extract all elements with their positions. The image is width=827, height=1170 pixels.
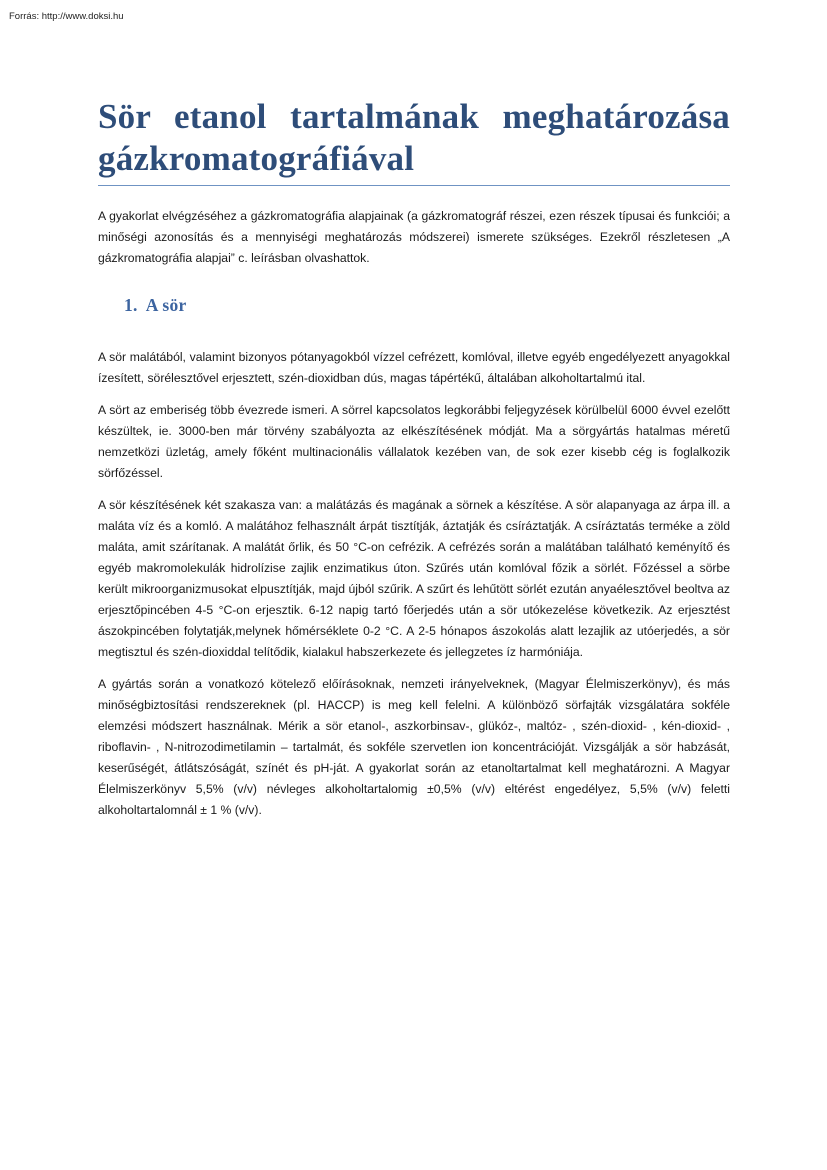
section-title: A sör	[145, 295, 187, 315]
section-number: 1.	[124, 295, 138, 315]
intro-paragraph: A gyakorlat elvégzéséhez a gázkromatográfia alapjainak (a gázkromatográf részei, ezen részek típusai és funkciói; a minőségi azonosítás és a mennyiségi meghatározás módszerei) ismerete szükséges. Ezekről részletesen „A gázkromatográfia alapjai” c. leírásban olvashattok.	[98, 209, 730, 265]
title-line-1: Sör etanol tartalmának meghatározása	[98, 97, 730, 136]
paragraph: A gyártás során a vonatkozó kötelező előírásoknak, nemzeti irányelveknek, (Magyar Élelmiszerkönyv), és más minőségbiztosítási rendszereknek (pl. HACCP) is meg kell felelni. A különböző sörfajták vizsgálatára sokféle elemzési módszert használnak. Mérik a sör etanol-, aszkorbinsav-, glükóz-, maltóz- , szén-dioxid- , kén-dioxid- , riboflavin- , N-nitrozodimetilamin – tartalmát, és sokféle szervetlen ion koncentrációját. Vizsgálják a sör habzását, keserűségét, átlátszóságát, színét és pH-ját. A gyakorlat során az etanoltartalmat kell meghatározni. A Magyar Élelmiszerkönyv 5,5% (v/v) névleges alkoholtartalomig ±0,5% (v/v) eltérést engedélyez, 5,5% (v/v) feletti alkoholtartalomnál ± 1 % (v/v).	[98, 677, 730, 817]
page-title	[98, 96, 730, 186]
paragraph: A sör készítésének két szakasza van: a malátázás és magának a sörnek a készítése. A sör alapanyaga az árpa ill. a maláta víz és a komló. A malátához felhasznált árpát tisztítják, áztatják és csíráztatják. A csíráztatás terméke a zöld maláta, amit szárítanak. A malátát őrlik, és 50 °C-on cefrézik. A cefrézés során a malátában található keményítő és egyéb makromolekulák hidrolízise zajlik enzimatikus úton. Szűrés után komlóval főzik a sörlét. Főzéssel a sörbe került mikroorganizmusokat elpusztítják, majd újból szűrik. A szűrt és lehűtött sörlét ezután anyaélesztővel beoltva az erjesztőpincében 4-5 °C-on erjesztik. 6-12 napig tartó főerjedés után a sör utókezelése következik. Az erjesztést ászokpincében folytatják,melynek hőmérséklete 0-2 °C. A 2-5 hónapos ászokolás alatt lezajlik az utóerjedés, a sör megtisztul és szén-dioxiddal telítődik, kialakul habszerkezete és jellegzetes íz harmóniája.	[98, 498, 730, 659]
title-line-2: gázkromatográfiával	[98, 139, 415, 178]
section-heading	[124, 295, 730, 316]
paragraph: A sör malátából, valamint bizonyos pótanyagokból vízzel cefrézett, komlóval, illetve egyéb engedélyezett anyagokkal ízesített, sörélesztővel erjesztett, szén-dioxidban dús, magas tápértékű, általában alkoholtartalmú ital.	[98, 350, 730, 385]
document-page	[98, 96, 730, 832]
source-line: Forrás: http://www.doksi.hu	[9, 11, 124, 22]
paragraph: A sört az emberiség több évezrede ismeri. A sörrel kapcsolatos legkorábbi feljegyzések körülbelül 6000 évvel ezelőtt készültek, ie. 3000-ben már törvény szabályozta az elkészítésének módját. Ma a sörgyártás hatalmas méretű nemzetközi üzletág, amely főként multinacionális vállalatok kezében van, de sok ezer kisebb cég is foglalkozik sörfőzéssel.	[98, 403, 730, 480]
body-paragraphs	[98, 347, 730, 821]
